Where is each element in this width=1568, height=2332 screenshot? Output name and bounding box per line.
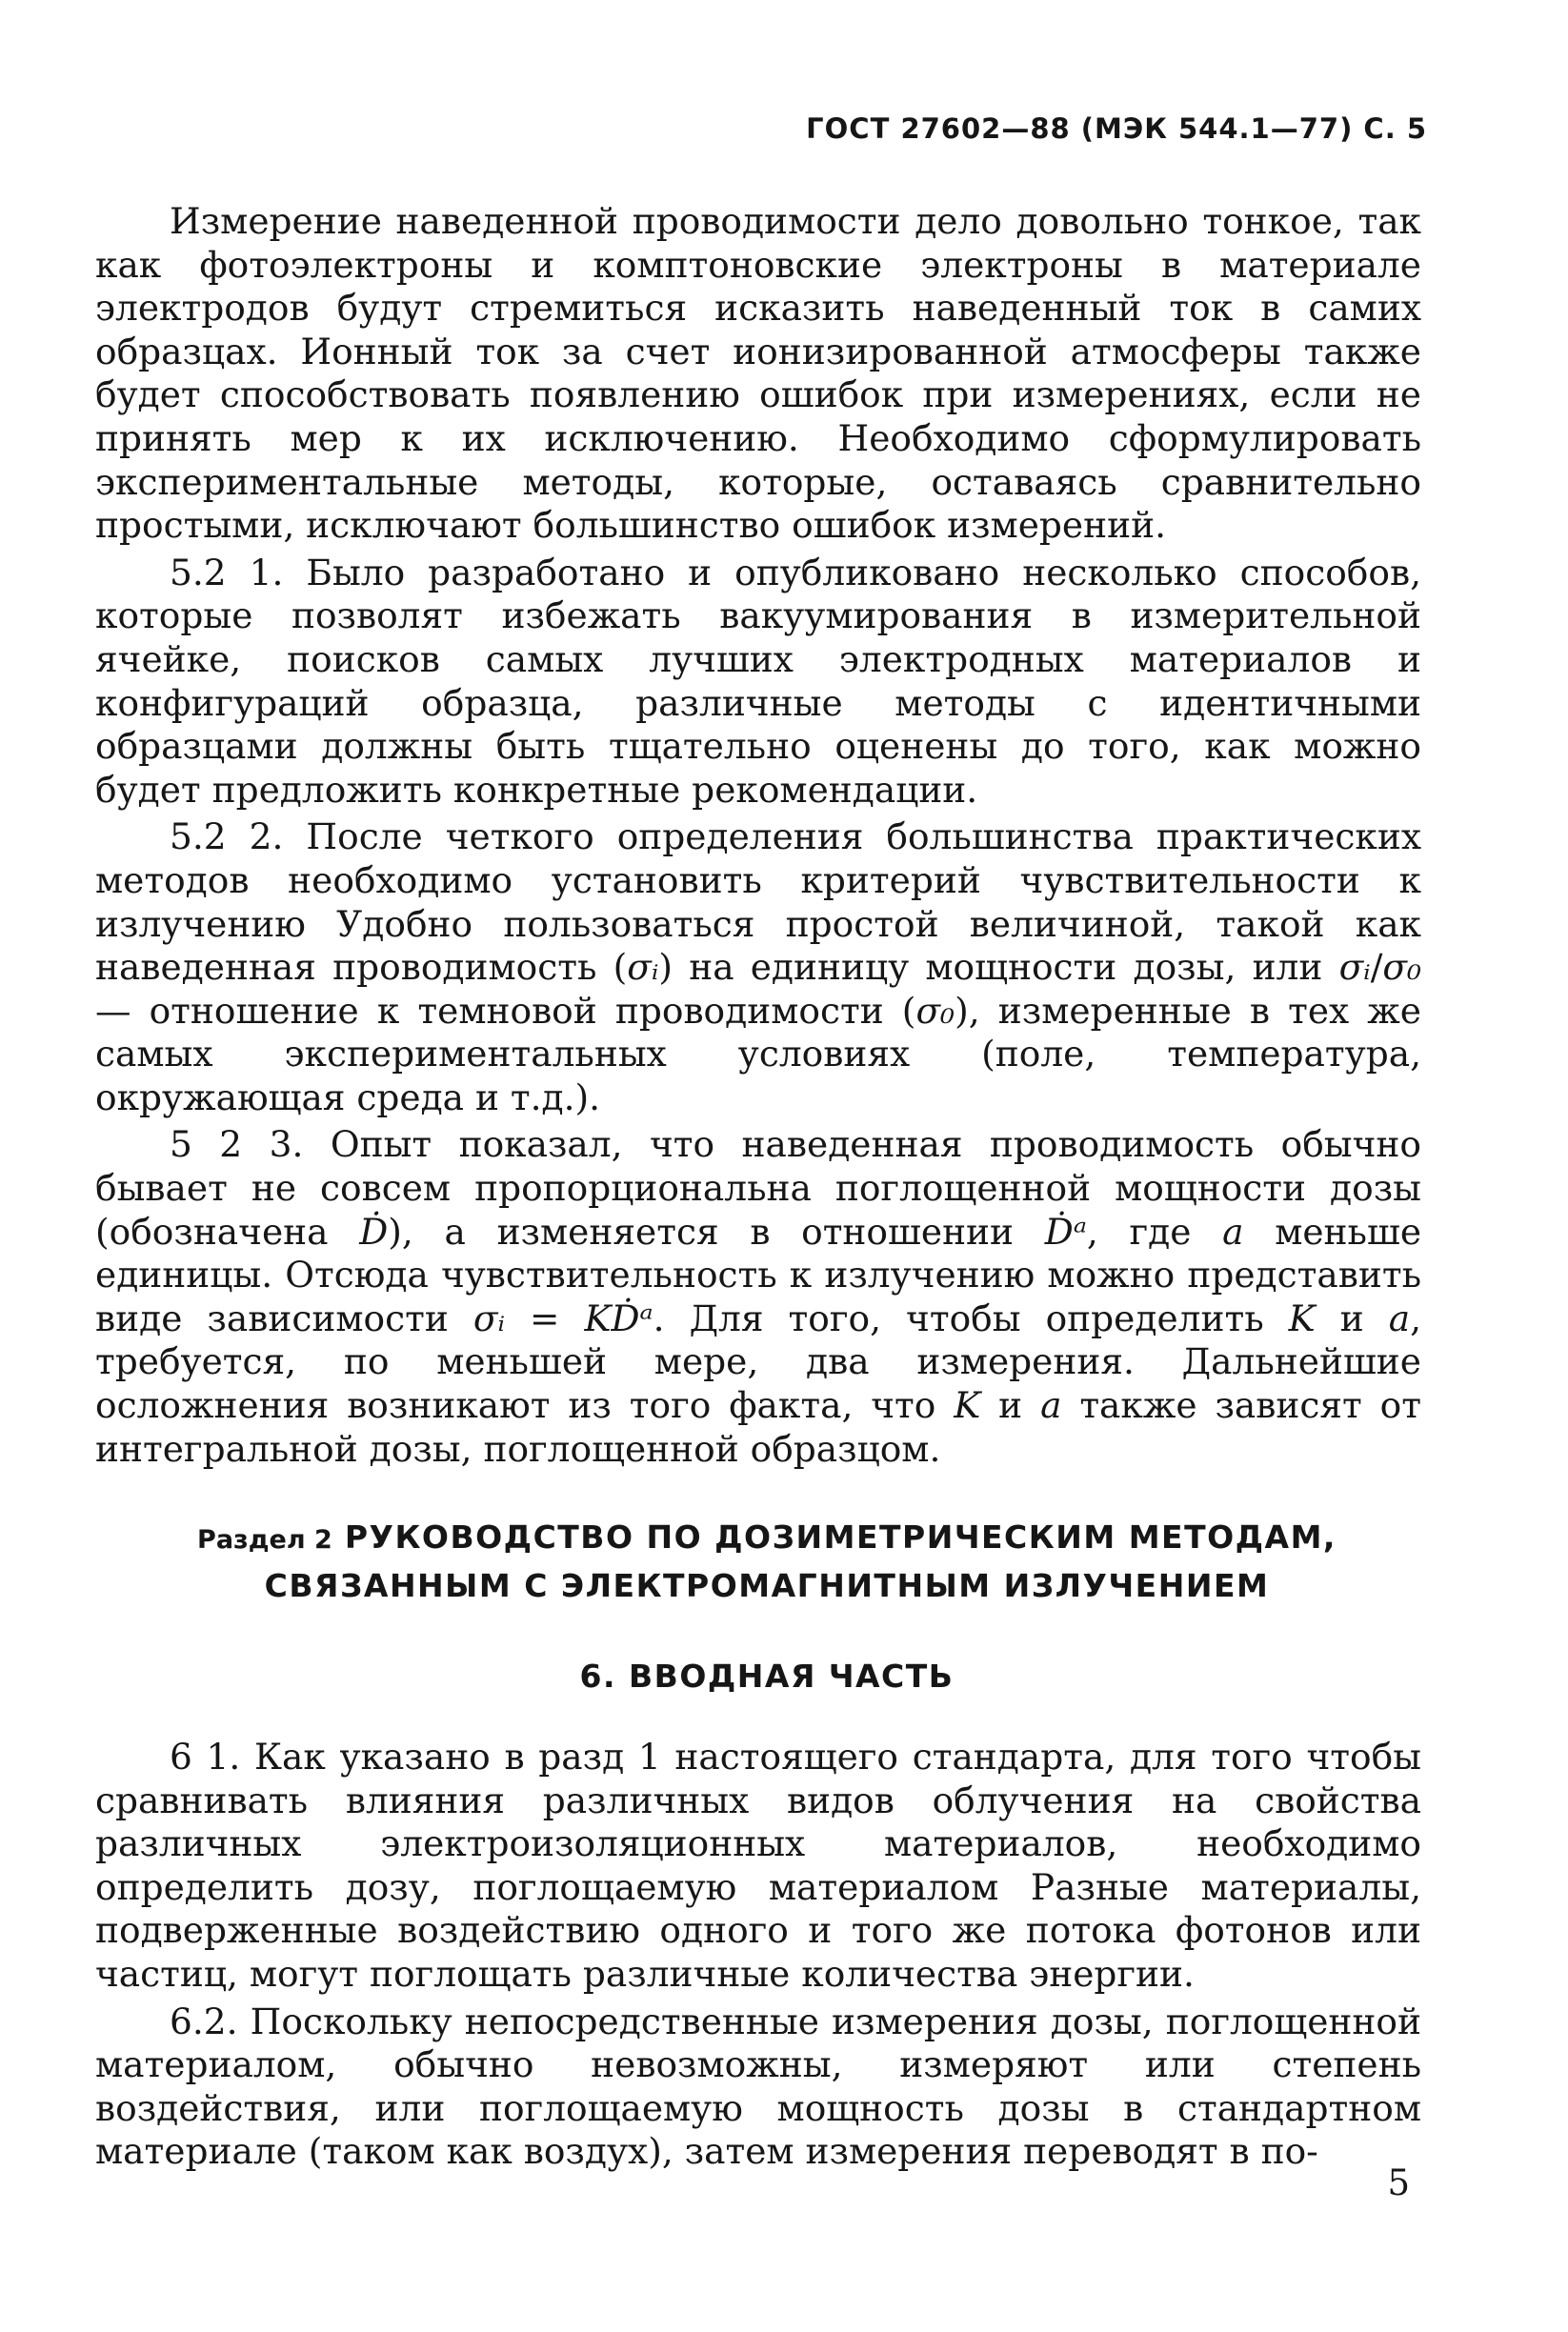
formula-sensitivity: σᵢ = KḊᵃ bbox=[472, 1297, 653, 1339]
symbol-a: a bbox=[1040, 1384, 1062, 1427]
text-segment: — отношение к темновой проводимости ( bbox=[95, 989, 916, 1032]
text-segment: , требуется, по меньшей мере, два измерения. Дальнейшие осложнения возникают из того факта, что bbox=[95, 1297, 1421, 1427]
text-segment: 5.2 2. После четкого определения большинства практических методов необходимо установить критерий чувствительности к излучению Удобно пользоваться простой величиной, такой как наведенная проводимость ( bbox=[95, 815, 1421, 989]
text-segment: ), измеренные в тех же самых экспериментальных условиях (поле, температура, окружающая среда и т.д.). bbox=[95, 989, 1422, 1118]
symbol-d-dot: Ḋ bbox=[359, 1210, 389, 1253]
body-text-bottom bbox=[95, 1736, 1421, 2174]
section-prefix: Раздел 2 bbox=[197, 1525, 332, 1555]
section-title-line-2: СВЯЗАННЫМ С ЭЛЕКТРОМАГНИТНЫМ ИЗЛУЧЕНИЕМ bbox=[264, 1567, 1270, 1604]
text-segment: и bbox=[980, 1384, 1041, 1427]
paragraph-5-2-2 bbox=[95, 815, 1421, 1119]
text-segment: . Для того, чтобы определить bbox=[653, 1297, 1289, 1339]
section-heading bbox=[152, 1515, 1381, 1609]
running-header: ГОСТ 27602—88 (МЭК 544.1—77) С. 5 bbox=[806, 112, 1427, 145]
text-segment: 5 2 3. Опыт показал, что наведенная проводимость обычно бывает не совсем пропорциональна поглощенной мощности дозы (обозначена bbox=[95, 1123, 1421, 1253]
page-number: 5 bbox=[1387, 2162, 1410, 2203]
section-title-line-1: РУКОВОДСТВО ПО ДОЗИМЕТРИЧЕСКИМ МЕТОДАМ, bbox=[344, 1518, 1337, 1556]
symbol-a: a bbox=[1222, 1210, 1244, 1253]
symbol-k: K bbox=[1288, 1297, 1316, 1339]
text-segment: также зависят от интегральной дозы, поглощенной образцом. bbox=[95, 1384, 1421, 1470]
symbol-k: K bbox=[954, 1384, 981, 1427]
text-segment: ) на единицу мощности дозы, или bbox=[658, 946, 1339, 989]
body-text-top bbox=[95, 200, 1421, 1471]
text-segment: , где bbox=[1086, 1210, 1223, 1253]
paragraph-intro: Измерение наведенной проводимости дело довольно тонкое, так как фотоэлектроны и комптоновские электроны в материале электродов будут стремиться исказить наведенный ток в самих образцах. Ионный ток за счет ионизированной атмосферы также будет способствовать появлению ошибок при измерениях, если не принять мер к их исключению. Необходимо сформулировать экспериментальные методы, которые, оставаясь сравнительно простыми, исключают большинство ошибок измерений. bbox=[95, 200, 1421, 547]
text-segment: / bbox=[1370, 946, 1383, 989]
symbol-sigma-0: σ₀ bbox=[915, 989, 955, 1032]
symbol-sigma-i: σᵢ bbox=[627, 946, 659, 989]
text-segment: ), а изменяется в отношении bbox=[388, 1210, 1045, 1253]
symbol-d-dot-a: Ḋᵃ bbox=[1044, 1210, 1087, 1253]
text-segment: и bbox=[1315, 1297, 1389, 1339]
symbol-sigma-0: σ₀ bbox=[1382, 946, 1422, 989]
subsection-heading: 6. ВВОДНАЯ ЧАСТЬ bbox=[579, 1658, 955, 1695]
paragraph-6-1: 6 1. Как указано в разд 1 настоящего стандарта, для того чтобы сравнивать влияния различных видов облучения на свойства различных электроизоляционных материалов, необходимо определить дозу, поглощаемую материалом Разные материалы, подверженные воздействию одного и того же потока фотонов или частиц, могут поглощать различные количества энергии. bbox=[95, 1736, 1421, 1995]
symbol-sigma-i: σᵢ bbox=[1338, 946, 1371, 989]
paragraph-5-2-3 bbox=[95, 1123, 1421, 1471]
paragraph-6-2: 6.2. Поскольку непосредственные измерения дозы, поглощенной материалом, обычно невозможны, измеряют или степень воздействия, или поглощаемую мощность дозы в стандартном материале (таком как воздух), затем измерения переводят в по- bbox=[95, 2000, 1421, 2173]
paragraph-5-2-1: 5.2 1. Было разработано и опубликовано несколько способов, которые позволят избежать вакуумирования в измерительной ячейке, поисков самых лучших электродных материалов и конфигураций образца, различные методы с идентичными образцами должны быть тщательно оценены до того, как можно будет предложить конкретные рекомендации. bbox=[95, 551, 1421, 811]
symbol-a: a bbox=[1388, 1297, 1411, 1339]
text-segment: меньше единицы. Отсюда чувствительность к излучению можно представить виде зависимости bbox=[95, 1210, 1422, 1339]
